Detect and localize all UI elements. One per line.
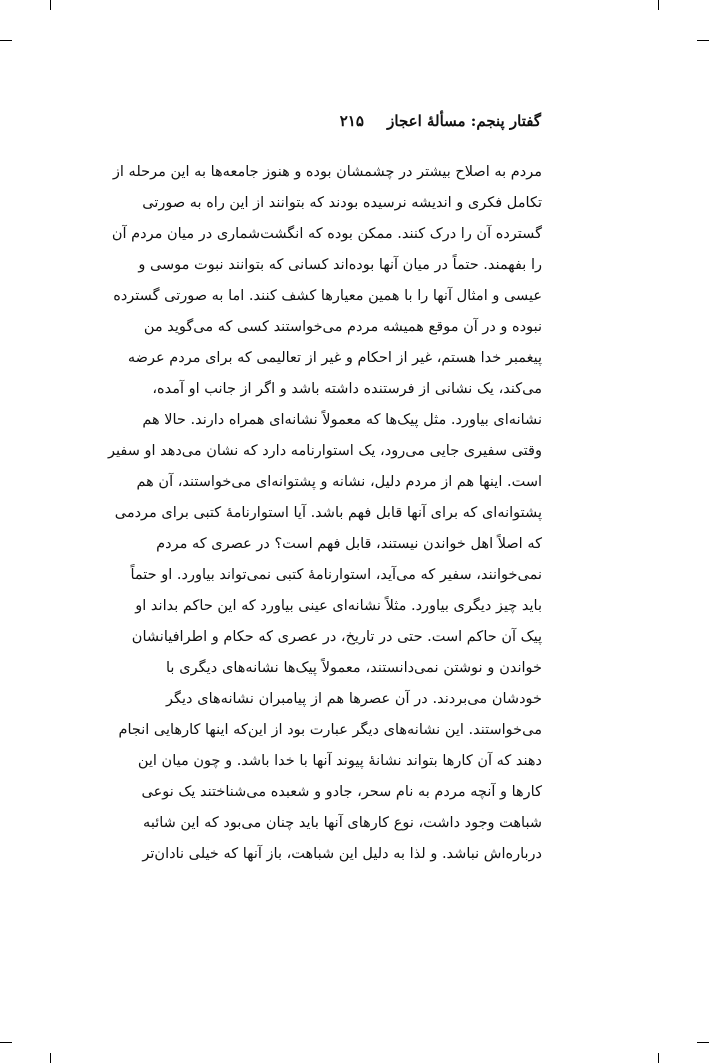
crop-mark-top-right-horizontal [697,40,709,41]
text-line: تکامل فکری و اندیشه نرسیده بودند که بتوانند از این راه به صورتی [142,195,542,211]
text-line: می‌خواستند. این نشانه‌های دیگر عبارت بود از این‌که اینها کارهایی انجام [118,722,542,738]
text-line: شباهت وجود داشت، نوع کارهای آنها باید چنان می‌بود که این شائبه [143,815,542,831]
text-line: درباره‌اش نباشد. و لذا به دلیل این شباهت، باز آنها که خیلی نادان‌تر [142,846,542,862]
text-line: است. اینها هم از مردم دلیل، نشانه و پشتوانه‌ای می‌خواستند، آن هم [136,474,542,490]
running-head [340,112,541,130]
text-line: خودشان می‌بردند. در آن عصرها هم از پیامبران نشانه‌های دیگر [166,691,542,707]
crop-mark-top-left-vertical [50,0,51,10]
page-number: ۲۱۵ [339,112,364,130]
text-line: باید چیز دیگری بیاورد. مثلاً نشانه‌ای عینی بیاورد که این حاکم بداند او [135,598,542,614]
body-text [107,157,542,870]
text-line: وقتی سفیری جایی می‌رود، یک استوارنامه دارد که نشان می‌دهد او سفیر [107,443,542,459]
text-line: عیسی و امثال آنها را با همین معیارها کشف کنند. اما به صورتی گسترده [113,288,542,304]
text-line: پیغمبر خدا هستم، غیر از احکام و غیر از تعالیمی که برای مردم عرضه [127,350,542,366]
text-line: دهند که آن کارها بتواند نشانۀ پیوند آنها با خدا باشد. و چون میان این [137,753,542,769]
text-line: گسترده آن را درک کنند. ممکن بوده که انگشت‌شماری در میان مردم آن [111,226,542,242]
crop-mark-bottom-right-vertical [658,1053,659,1063]
text-line: را بفهمند. حتماً در میان آنها بوده‌اند کسانی که بتوانند نبوت موسی و [138,257,542,273]
text-line: نمی‌خوانند، سفیر که می‌آید، استوارنامۀ کتبی نمی‌تواند بیاورد. او حتماً [130,567,542,583]
text-line: نشانه‌ای بیاورد. مثل پیک‌ها که معمولاً نشانه‌ای همراه دارند. حالا هم [142,412,542,428]
chapter-title: گفتار پنجم: مسألۀ اعجاز [387,112,541,130]
text-line: کارها و آنچه مردم به نام سحر، جادو و شعبده می‌شناختند یک نوعی [141,784,542,800]
text-line: که اصلاً اهل خواندن نیستند، قابل فهم است؟ در عصری که مردم [156,536,542,552]
crop-mark-bottom-left-vertical [50,1053,51,1063]
text-line: خواندن و نوشتن نمی‌دانستند، معمولاً پیک‌ها نشانه‌های دیگری با [166,660,542,676]
text-line: نبوده و در آن موقع همیشه مردم می‌خواستند کسی که می‌گوید من [143,319,542,335]
crop-mark-bottom-right-horizontal [697,1042,709,1043]
crop-mark-top-left-horizontal [0,40,12,41]
text-line: می‌کند، یک نشانی از فرستنده داشته باشد و اگر از جانب او آمده، [152,381,542,397]
crop-mark-top-right-vertical [658,0,659,10]
crop-mark-bottom-left-horizontal [0,1042,12,1043]
text-line: پشتوانه‌ای که برای آنها قابل فهم باشد. آیا استوارنامۀ کتبی برای مردمی [114,505,542,521]
text-line: مردم به اصلاح بیشتر در چشمشان بوده و هنوز جامعه‌ها به این مرحله از [112,164,542,180]
text-line: پیک آن حاکم است. حتی در تاریخ، در عصری که حکام و اطرافیانشان [131,629,542,645]
